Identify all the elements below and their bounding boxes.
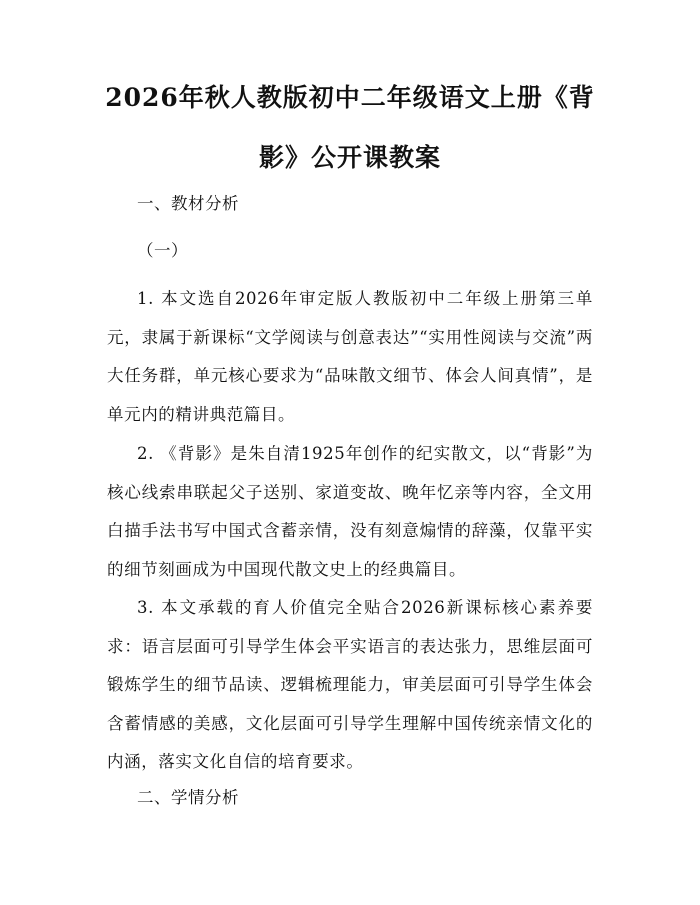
section-heading-student-analysis: 二、学情分析	[137, 788, 239, 807]
subsection-heading-one: （一）	[137, 241, 188, 260]
document-title: 2026年秋人教版初中二年级语文上册《背影》公开课教案	[105, 83, 595, 172]
paragraph-3: 3. 本文承载的育人价值完全贴合2026新课标核心素养要求：语言层面可引导学生体会平实语言的表达张力，思维层面可锻炼学生的细节品读、逻辑梳理能力，审美层面可引导学生体会含蓄情感的美感，文化层面可引导学生理解中国传统亲情文化的内涵，落实文化自信的培育要求。	[107, 598, 593, 771]
paragraph-2: 2. 《背影》是朱自清1925年创作的纪实散文，以“背影”为核心线索串联起父子送别、家道变故、晚年忆亲等内容，全文用白描手法书写中国式含蓄亲情，没有刻意煽情的辞藻，仅靠平实的细节刻画成为中国现代散文史上的经典篇目。	[107, 444, 593, 579]
paragraph-1: 1. 本文选自2026年审定版人教版初中二年级上册第三单元，隶属于新课标“文学阅读与创意表达”“实用性阅读与交流”两大任务群，单元核心要求为“品味散文细节、体会人间真情”，是单元内的精讲典范篇目。	[107, 289, 593, 424]
section-heading-textbook-analysis: 一、教材分析	[137, 194, 239, 213]
